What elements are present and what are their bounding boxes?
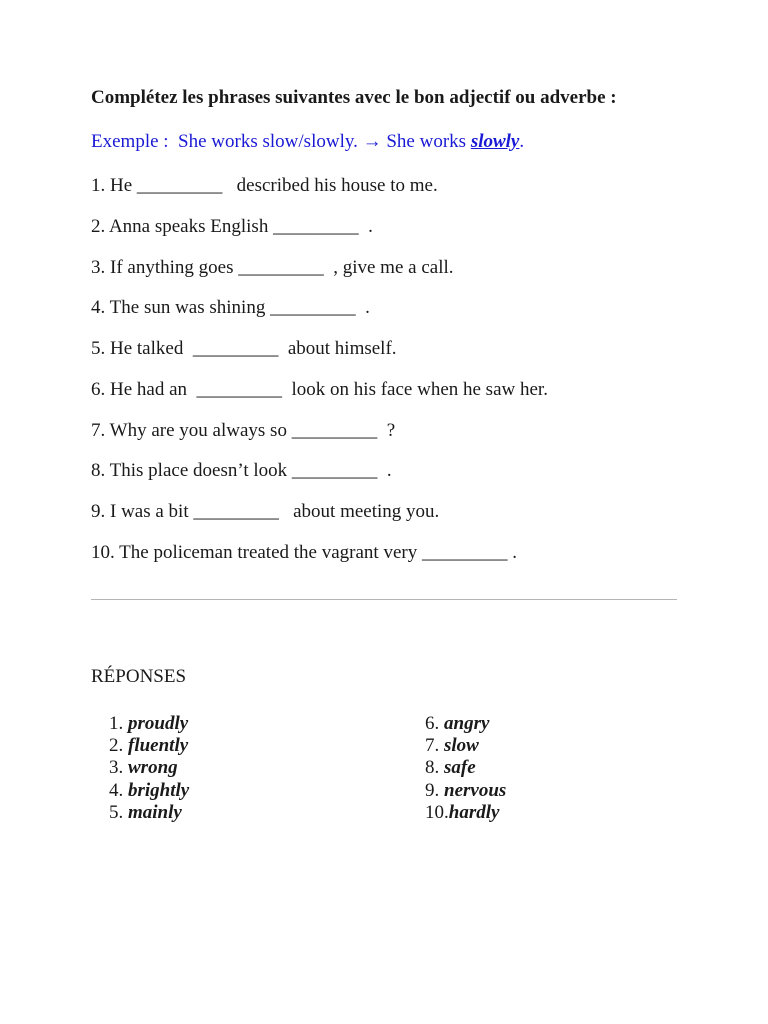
question-5: 5. He talked _________ about himself.	[91, 338, 397, 359]
answer-number: 5.	[109, 802, 124, 823]
question-3: 3. If anything goes _________ , give me a call.	[91, 257, 454, 278]
answer-item-9	[425, 780, 506, 802]
answer-item-8	[425, 757, 476, 779]
example-answer: slowly	[470, 131, 520, 152]
answer-number: 3.	[109, 757, 124, 778]
answer-number: 1.	[109, 713, 124, 734]
question-6: 6. He had an _________ look on his face when he saw her.	[91, 379, 548, 400]
question-4: 4. The sun was shining _________ .	[91, 297, 370, 318]
exercise-instructions: Complétez les phrases suivantes avec le bon adjectif ou adverbe :	[91, 87, 617, 108]
example-end: .	[519, 131, 525, 152]
answer-number: 6.	[425, 713, 440, 734]
answer-word: wrong	[128, 757, 178, 778]
question-10: 10. The policeman treated the vagrant very _________ .	[91, 542, 517, 563]
answer-word: brightly	[128, 780, 190, 801]
answer-number: 8.	[425, 757, 440, 778]
section-divider	[91, 599, 677, 600]
answer-word: slow	[444, 735, 479, 756]
answer-number: 10.	[425, 802, 449, 823]
answer-item-7	[425, 735, 479, 757]
answer-item-6	[425, 713, 489, 735]
answer-number: 4.	[109, 780, 124, 801]
answer-word: fluently	[128, 735, 189, 756]
example-text: Exemple : She works slow/slowly. → She works	[91, 131, 471, 152]
answer-item-4	[109, 780, 189, 802]
answer-word: angry	[444, 713, 490, 734]
answer-item-1	[109, 713, 188, 735]
question-1: 1. He _________ described his house to me.	[91, 175, 438, 196]
example-sentence	[91, 131, 524, 153]
question-9: 9. I was a bit _________ about meeting you.	[91, 501, 440, 522]
answer-item-3	[109, 757, 178, 779]
answer-word: proudly	[128, 713, 189, 734]
answer-number: 9.	[425, 780, 440, 801]
answer-word: hardly	[448, 802, 500, 823]
answer-item-10	[425, 802, 499, 824]
question-8: 8. This place doesn’t look _________ .	[91, 460, 392, 481]
answer-item-5	[109, 802, 182, 824]
answer-number: 7.	[425, 735, 440, 756]
answers-heading: RÉPONSES	[91, 666, 187, 687]
answer-word: safe	[444, 757, 476, 778]
answer-word: nervous	[444, 780, 507, 801]
answer-word: mainly	[128, 802, 182, 823]
question-7: 7. Why are you always so _________ ?	[91, 420, 396, 441]
answer-number: 2.	[109, 735, 124, 756]
question-2: 2. Anna speaks English _________ .	[91, 216, 373, 237]
answer-item-2	[109, 735, 188, 757]
